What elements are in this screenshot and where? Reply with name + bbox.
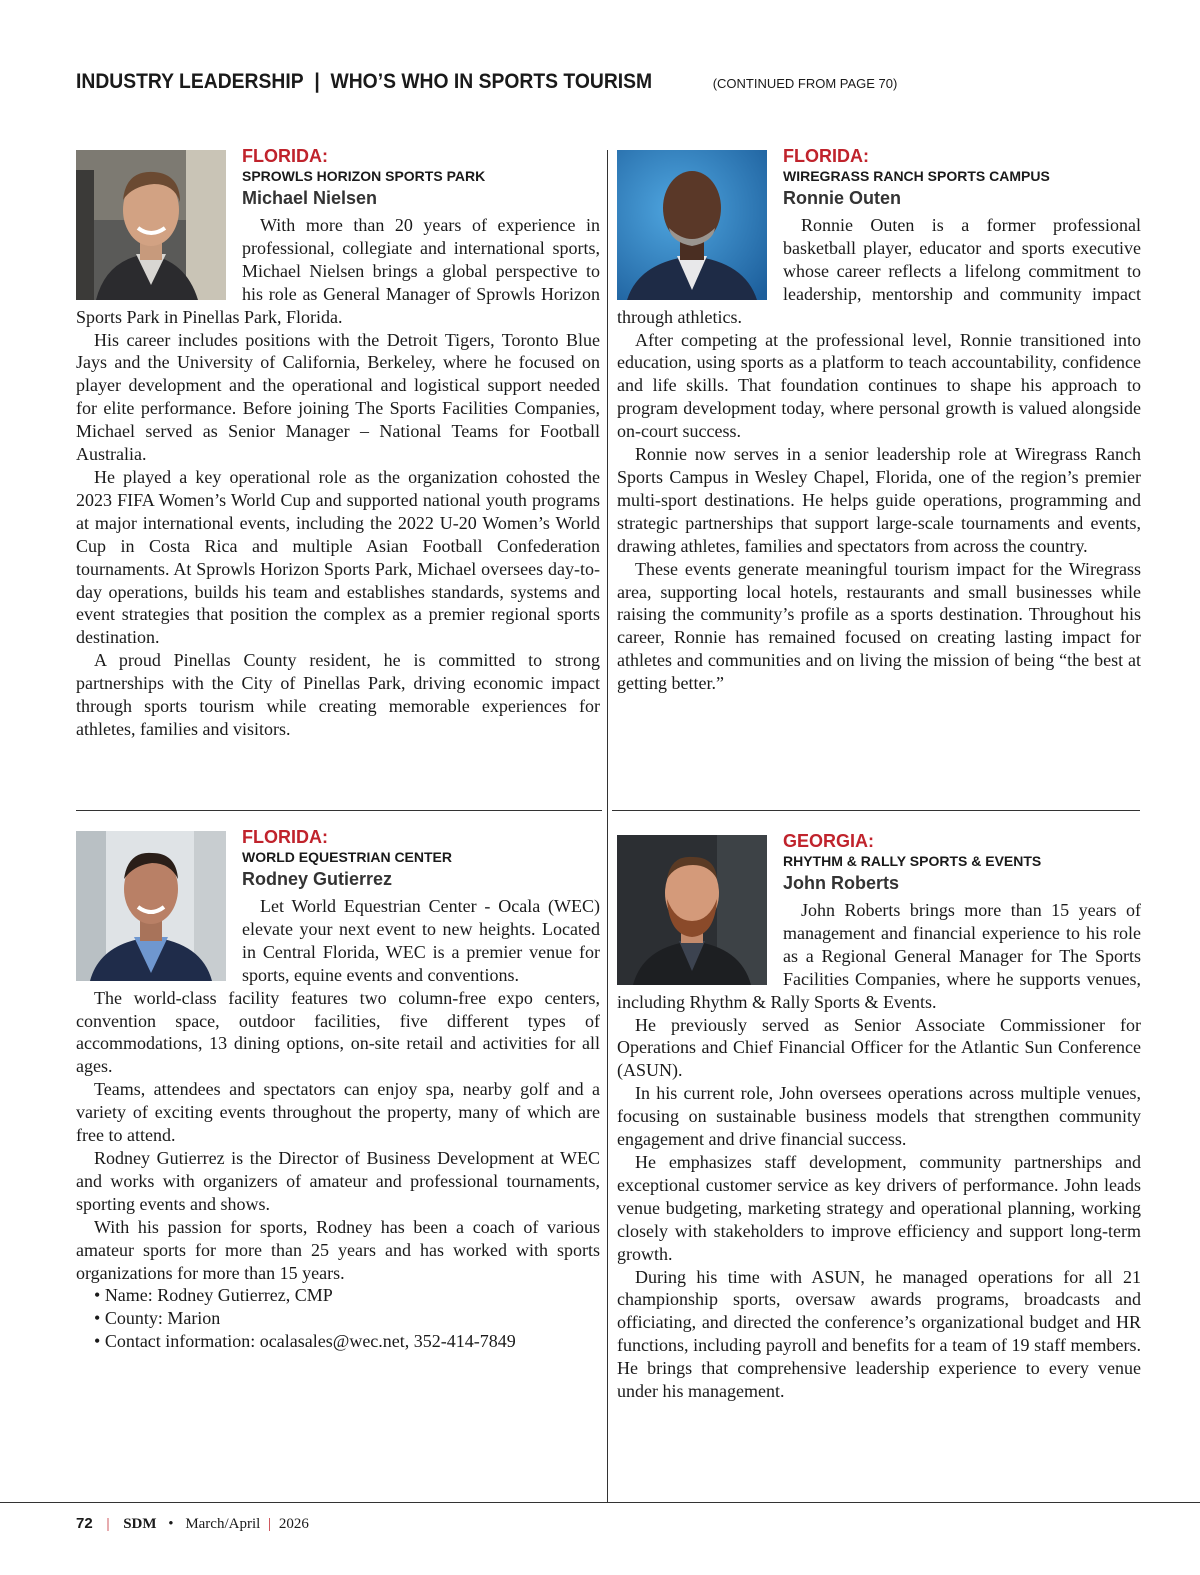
issue-year: 2026 xyxy=(278,1516,309,1532)
paragraph: With more than 20 years of experience in professional, collegiate and international sports, Michael Nielsen brings a global perspective to his role as General Manager of Sprowls Horizon Sports Park in Pinellas Park, Florida. xyxy=(76,215,600,327)
paragraph: A proud Pinellas County resident, he is committed to strong partnerships with the City of Pinellas Park, driving economic impact through sports tourism while creating memorable experiences for athletes, families and visitors. xyxy=(76,650,600,739)
paragraph: With his passion for sports, Rodney has been a coach of various amateur sports for more than 25 years and has worked with sports organizations for more than 15 years. xyxy=(76,1216,600,1283)
person-name: John Roberts xyxy=(783,873,900,893)
venue-name: RHYTHM & RALLY SPORTS & EVENTS xyxy=(783,853,1042,869)
page-header xyxy=(76,70,897,94)
venue-name: WORLD EQUESTRIAN CENTER xyxy=(242,849,452,865)
paragraph: He emphasizes staff development, community partnerships and exceptional customer service as key drivers of performance. John leads venue budgeting, marketing strategy and operational planning, working closely with stakeholders to improve efficiency and support long-term growth. xyxy=(617,1151,1141,1264)
section-title: INDUSTRY LEADERSHIP | WHO’S WHO IN SPORTS TOURISM xyxy=(76,70,653,93)
footer-separator: | xyxy=(106,1516,110,1532)
venue-name: SPROWLS HORIZON SPORTS PARK xyxy=(242,168,486,184)
footer-rule xyxy=(0,1502,1200,1503)
continued-note: (CONTINUED FROM PAGE 70) xyxy=(712,76,898,91)
paragraph: After competing at the professional level, Ronnie transitioned into education, using sports as a platform to teach accountability, confidence and life skills. That foundation continues to shape his approach to program development today, where personal growth is valued alongside on-court success. xyxy=(617,329,1141,442)
state-label: FLORIDA: xyxy=(783,146,869,166)
page-number: 72 xyxy=(76,1515,93,1532)
list-item: • Name: Rodney Gutierrez, CMP xyxy=(76,1284,600,1307)
venue-name: WIREGRASS RANCH SPORTS CAMPUS xyxy=(783,168,1050,184)
paragraph: He previously served as Senior Associate Commissioner for Operations and Chief Financial Officer for the Atlantic Sun Conference (ASUN). xyxy=(617,1014,1141,1081)
state-label: GEORGIA: xyxy=(783,831,875,851)
profile-article xyxy=(76,146,600,741)
issue-label: March/April xyxy=(185,1516,261,1532)
person-name: Michael Nielsen xyxy=(242,188,378,208)
paragraph: Ronnie now serves in a senior leadership role at Wiregrass Ranch Sports Campus in Wesley Chapel, Florida, one of the region’s premier multi-sport destinations. He helps guide operations, programming and strategic partnerships that support large-scale tournaments and events, drawing athletes, families and spectators from across the country. xyxy=(617,444,1141,556)
list-item: • County: Marion xyxy=(76,1307,600,1330)
footer-separator: | xyxy=(268,1516,272,1532)
paragraph: He played a key operational role as the organization cohosted the 2023 FIFA Women’s World Cup and supported national youth programs at major international events, including the 2022 U-20 Women’s World Cup in Costa Rica and multiple Asian Football Confederation tournaments. At Sprowls Horizon Sports Park, Michael oversees day-to-day operations, builds his team and establishes standards, systems and event strategies that position the complex as a premier regional sports destination. xyxy=(76,466,600,648)
profile-article xyxy=(617,831,1141,1403)
paragraph: The world-class facility features two column-free expo centers, convention space, outdoor facilities, five different types of accommodations, 13 dining options, on-site retail and activities for all ages. xyxy=(76,987,600,1077)
person-name: Rodney Gutierrez xyxy=(242,869,393,889)
profile-article xyxy=(76,827,600,1353)
state-label: FLORIDA: xyxy=(242,146,328,166)
paragraph: These events generate meaningful tourism impact for the Wiregrass area, supporting local hotels, restaurants and small businesses while raising the community’s profile as a sports destination. Throughout his career, Ronnie has remained focused on creating lasting impact for athletes and communities and on living the mission of being “the best at getting better.” xyxy=(617,558,1141,694)
headshot-photo xyxy=(617,150,767,300)
page-footer xyxy=(76,1515,309,1533)
headshot-photo xyxy=(617,835,767,985)
paragraph: Ronnie Outen is a former professional basketball player, educator and sports executive whose career reflects a lifelong commitment to leadership, mentorship and community impact through athletics. xyxy=(617,215,1141,327)
list-item: • Contact information: ocalasales@wec.net, 352-414-7849 xyxy=(76,1330,600,1353)
paragraph: Let World Equestrian Center - Ocala (WEC) elevate your next event to new heights. Located in Central Florida, WEC is a premier venue for sports, equine events and conventions. xyxy=(242,896,600,985)
paragraph: During his time with ASUN, he managed operations for all 21 championship sports, oversaw awards programs, broadcasts and officiating, and directed the conference’s organizational budget and HR functions, including payroll and benefits for a team of 19 staff members. He brings that comprehensive leadership experience to every venue under his management. xyxy=(617,1266,1141,1402)
column-divider xyxy=(607,150,608,1502)
person-name: Ronnie Outen xyxy=(783,188,901,208)
paragraph: In his current role, John oversees operations across multiple venues, focusing on sustainable business models that strengthen community engagement and drive financial success. xyxy=(617,1083,1141,1150)
paragraph: John Roberts brings more than 15 years of management and financial experience to his role as a Regional General Manager for The Sports Facilities Companies, where he supports venues, including Rhythm & Rally Sports & Events. xyxy=(617,900,1141,1012)
row-divider xyxy=(612,810,1140,811)
profile-article xyxy=(617,146,1141,695)
headshot-photo xyxy=(76,150,226,300)
paragraph: His career includes positions with the Detroit Tigers, Toronto Blue Jays and the University of California, Berkeley, where he focused on player development and the operational and logistical support needed for elite performance. Before joining The Sports Facilities Companies, Michael served as Senior Manager – National Teams for Football Australia. xyxy=(76,329,600,465)
magazine-name: SDM xyxy=(123,1516,157,1532)
paragraph: Rodney Gutierrez is the Director of Business Development at WEC and works with organizers of amateur and professional tournaments, sporting events and shows. xyxy=(76,1147,600,1214)
state-label: FLORIDA: xyxy=(242,827,328,847)
contact-list xyxy=(76,1284,600,1353)
paragraph: Teams, attendees and spectators can enjoy spa, nearby golf and a variety of exciting events throughout the property, many of which are free to attend. xyxy=(76,1079,600,1146)
headshot-photo xyxy=(76,831,226,981)
row-divider xyxy=(76,810,602,811)
footer-bullet: • xyxy=(168,1516,174,1532)
